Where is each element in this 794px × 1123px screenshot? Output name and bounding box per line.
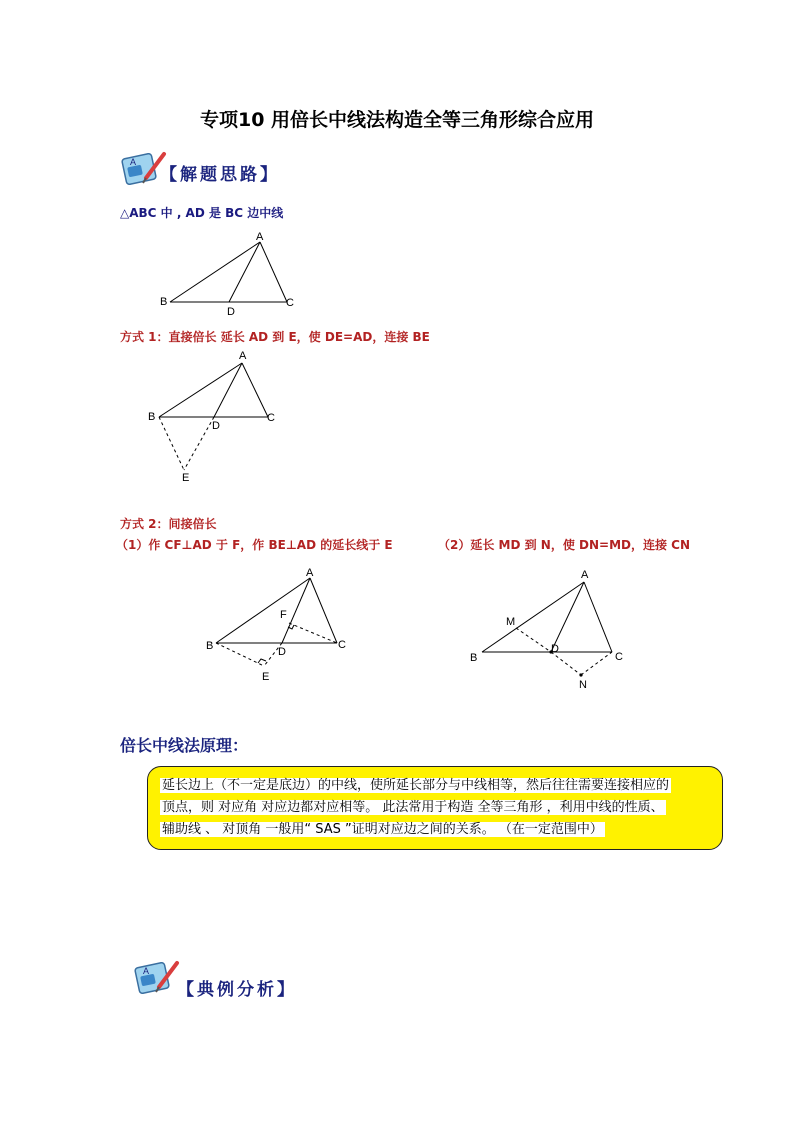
principle-line-2: 顶点，则 对应角 对应边都对应相等。 此法常用于构造 全等三角形 ，利用中线的性质、 (162, 800, 664, 815)
principle-line-3: 辅助线 、 对顶角 一般用“ SAS ”证明对应边之间的关系。 （在一定范围中） (162, 822, 603, 837)
svg-text:A: A (130, 157, 137, 167)
label-b: B (470, 652, 478, 664)
figure-perpendiculars (200, 564, 360, 690)
section-header-thinking (120, 148, 320, 190)
label-a: A (256, 231, 264, 243)
method1-text: 方式 1：直接倍长 延长 AD 到 E，使 DE=AD，连接 BE (120, 330, 430, 344)
section-header-examples (133, 957, 333, 999)
method2-sub1: （1）作 CF⊥AD 于 F，作 BE⊥AD 的延长线于 E (116, 538, 393, 552)
principle-line-1: 延长边上（不一定是底边）的中线，使所延长部分与中线相等，然后往往需要连接相应的 (162, 778, 670, 793)
label-c: C (615, 651, 623, 663)
label-a: A (239, 350, 247, 362)
page-title: 专项10 用倍长中线法构造全等三角形综合应用 (199, 109, 595, 131)
label-b: B (206, 640, 214, 652)
svg-text:A: A (143, 966, 150, 976)
label-c: C (286, 297, 294, 309)
method2-sub2: （2）延长 MD 到 N，使 DN=MD，连接 CN (438, 538, 690, 552)
label-d: D (227, 306, 235, 318)
label-b: B (160, 296, 168, 308)
section-label-thinking: 【解题思路】 (160, 165, 280, 185)
label-e: E (262, 671, 270, 683)
label-d: D (212, 420, 220, 432)
principle-title: 倍长中线法原理： (120, 736, 249, 755)
section-label-examples: 【典例分析】 (177, 980, 297, 1000)
label-b: B (148, 411, 156, 423)
label-e: E (182, 472, 190, 484)
figure-direct-double (145, 346, 295, 484)
intro-text: △ABC 中 , AD 是 BC 边中线 (120, 206, 284, 220)
principle-box (147, 766, 723, 850)
label-n: N (579, 679, 587, 691)
label-d: D (278, 646, 286, 658)
label-c: C (338, 639, 346, 651)
figure-extend-md (466, 564, 636, 694)
figure-triangle-median (150, 228, 310, 320)
notepad-pen-icon (133, 957, 181, 999)
label-a: A (306, 567, 314, 579)
label-f: F (280, 609, 287, 621)
label-d: D (551, 643, 559, 655)
label-c: C (267, 412, 275, 424)
method2-title: 方式 2：间接倍长 (120, 517, 217, 531)
label-a: A (581, 569, 589, 581)
label-m: M (506, 616, 516, 628)
